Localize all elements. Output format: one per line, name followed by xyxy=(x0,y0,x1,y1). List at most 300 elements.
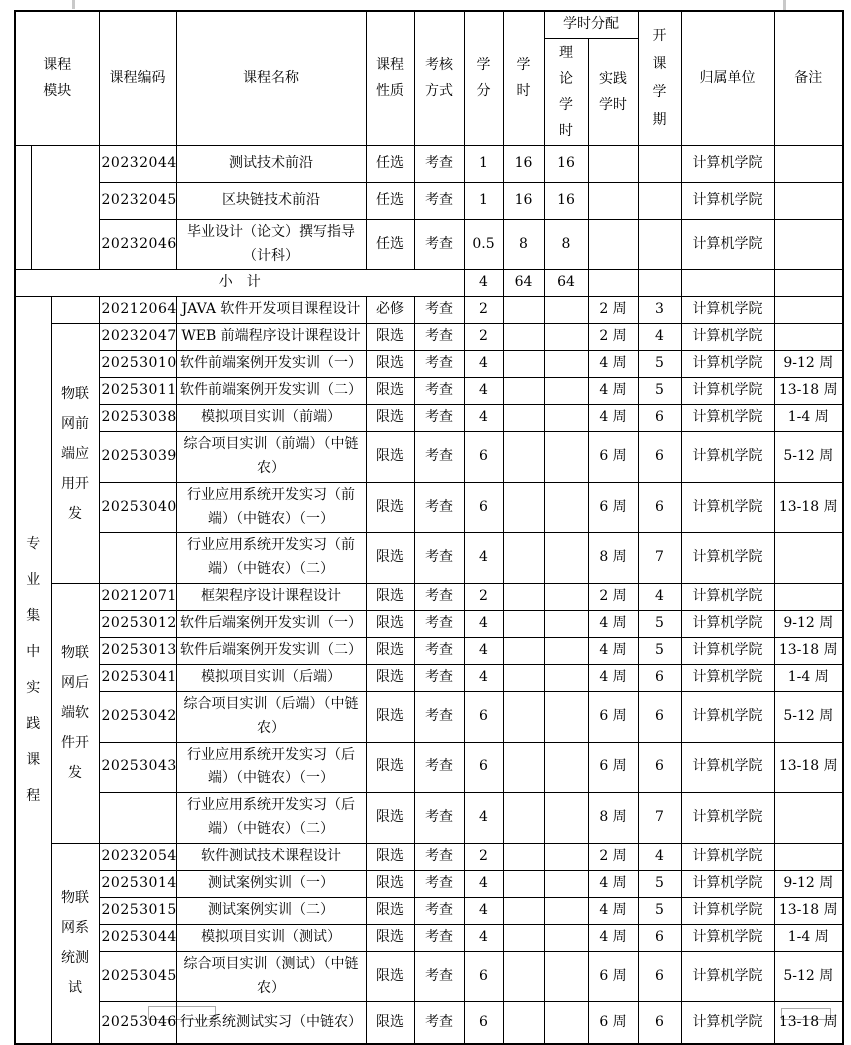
cell-assessment: 考查 xyxy=(414,637,464,664)
cell-course-code: 20253043 xyxy=(99,742,176,793)
cell-remark: 5-12 周 xyxy=(774,951,843,1002)
subtotal-semester xyxy=(638,270,681,297)
cell-unit: 计算机学院 xyxy=(681,691,774,742)
cell-course-nature: 限选 xyxy=(366,870,414,897)
cell-practice-hours: 4 周 xyxy=(588,897,638,924)
cell-course-code: 20253044 xyxy=(99,924,176,951)
cell-course-nature: 限选 xyxy=(366,405,414,432)
cell-theory-hours xyxy=(544,664,588,691)
cell-remark xyxy=(774,793,843,844)
cell-practice-hours: 2 周 xyxy=(588,583,638,610)
cell-hours xyxy=(503,432,544,483)
cell-unit: 计算机学院 xyxy=(681,742,774,793)
cell-assessment: 考查 xyxy=(414,583,464,610)
course-row xyxy=(15,924,843,951)
course-row xyxy=(15,182,843,219)
cell-course-nature: 限选 xyxy=(366,432,414,483)
cell-hours xyxy=(503,297,544,324)
cell-theory-hours xyxy=(544,742,588,793)
cell-unit: 计算机学院 xyxy=(681,351,774,378)
cell-remark xyxy=(774,297,843,324)
cell-credit: 4 xyxy=(464,637,503,664)
cell-semester: 5 xyxy=(638,351,681,378)
cell-course-name: 区块链技术前沿 xyxy=(176,182,366,219)
cell-semester: 5 xyxy=(638,610,681,637)
cell-semester: 6 xyxy=(638,405,681,432)
cell-course-nature: 任选 xyxy=(366,145,414,182)
course-row xyxy=(15,691,843,742)
cell-course-nature: 任选 xyxy=(366,182,414,219)
cell-semester: 4 xyxy=(638,843,681,870)
cell-theory-hours xyxy=(544,793,588,844)
cell-theory-hours xyxy=(544,533,588,584)
cell-assessment: 考查 xyxy=(414,742,464,793)
cell-remark: 9-12 周 xyxy=(774,870,843,897)
col-header-remark: 备注 xyxy=(774,11,843,145)
course-row xyxy=(15,405,843,432)
course-row xyxy=(15,219,843,270)
course-row xyxy=(15,843,843,870)
cell-assessment: 考查 xyxy=(414,870,464,897)
cell-unit: 计算机学院 xyxy=(681,951,774,1002)
cell-credit: 2 xyxy=(464,324,503,351)
cell-semester: 5 xyxy=(638,637,681,664)
cell-remark xyxy=(774,219,843,270)
col-header-course-nature-text: 课程性质 xyxy=(376,57,405,100)
cell-course-code xyxy=(99,793,176,844)
cell-practice-hours: 6 周 xyxy=(588,742,638,793)
cell-course-name: 测试案例实训（二） xyxy=(176,897,366,924)
cell-unit: 计算机学院 xyxy=(681,182,774,219)
cell-course-code: 20232045 xyxy=(99,182,176,219)
cell-unit: 计算机学院 xyxy=(681,533,774,584)
cell-course-nature: 限选 xyxy=(366,664,414,691)
cell-credit: 4 xyxy=(464,664,503,691)
cell-practice-hours: 4 周 xyxy=(588,637,638,664)
cell-course-name: 模拟项目实训（后端） xyxy=(176,664,366,691)
cell-course-code: 20253010 xyxy=(99,351,176,378)
cell-semester: 6 xyxy=(638,691,681,742)
cell-course-name: 测试案例实训（一） xyxy=(176,870,366,897)
cell-credit: 4 xyxy=(464,610,503,637)
cell-remark xyxy=(774,583,843,610)
cell-practice-hours: 4 周 xyxy=(588,405,638,432)
cell-course-nature: 限选 xyxy=(366,742,414,793)
col-header-hours-allocation: 学时分配 xyxy=(544,11,638,38)
cell-course-name: 行业应用系统开发实习（前端）（中链农）（一） xyxy=(176,482,366,533)
cell-course-nature: 限选 xyxy=(366,897,414,924)
col-header-practice-hours xyxy=(588,38,638,145)
cell-assessment: 考查 xyxy=(414,691,464,742)
cell-unit: 计算机学院 xyxy=(681,324,774,351)
col-header-theory-hours xyxy=(544,38,588,145)
cell-course-code: 20232047 xyxy=(99,324,176,351)
cell-practice-hours: 2 周 xyxy=(588,324,638,351)
course-row xyxy=(15,793,843,844)
cell-module-group xyxy=(51,843,99,1044)
cell-assessment: 考查 xyxy=(414,182,464,219)
cell-theory-hours xyxy=(544,610,588,637)
cell-remark: 1-4 周 xyxy=(774,924,843,951)
cell-course-name: 综合项目实训（后端）（中链农） xyxy=(176,691,366,742)
cell-theory-hours xyxy=(544,378,588,405)
cell-unit: 计算机学院 xyxy=(681,297,774,324)
cell-credit: 4 xyxy=(464,793,503,844)
cell-credit: 6 xyxy=(464,742,503,793)
cell-course-nature: 限选 xyxy=(366,951,414,1002)
cell-course-name: 行业应用系统开发实习（后端）（中链农）（二） xyxy=(176,793,366,844)
col-header-credit xyxy=(464,11,503,145)
cell-assessment: 考查 xyxy=(414,297,464,324)
col-header-assessment-text: 考核方式 xyxy=(425,57,454,100)
cell-assessment: 考查 xyxy=(414,533,464,584)
cell-credit: 6 xyxy=(464,691,503,742)
cell-course-nature: 限选 xyxy=(366,691,414,742)
cell-remark: 5-12 周 xyxy=(774,432,843,483)
cell-credit: 2 xyxy=(464,297,503,324)
cell-course-name: 综合项目实训（测试）（中链农） xyxy=(176,951,366,1002)
cell-unit: 计算机学院 xyxy=(681,637,774,664)
cell-module-group xyxy=(51,583,99,843)
course-row xyxy=(15,951,843,1002)
cell-course-name: 行业应用系统开发实习（后端）（中链农）（一） xyxy=(176,742,366,793)
cell-course-code: 20253040 xyxy=(99,482,176,533)
cell-section-label xyxy=(15,297,51,1044)
cell-course-code xyxy=(99,533,176,584)
col-header-hours-text: 学时 xyxy=(516,57,531,100)
cell-remark: 13-18 周 xyxy=(774,637,843,664)
cell-theory-hours xyxy=(544,1002,588,1044)
cell-theory-hours: 16 xyxy=(544,182,588,219)
cell-course-name: 软件测试技术课程设计 xyxy=(176,843,366,870)
cell-credit: 4 xyxy=(464,897,503,924)
cell-module-blank-wide xyxy=(31,145,99,270)
course-row xyxy=(15,897,843,924)
cell-practice-hours: 6 周 xyxy=(588,482,638,533)
cell-unit: 计算机学院 xyxy=(681,793,774,844)
cell-course-nature: 限选 xyxy=(366,637,414,664)
cell-hours: 16 xyxy=(503,182,544,219)
cell-course-code: 20232046 xyxy=(99,219,176,270)
subtotal-hours: 64 xyxy=(503,270,544,297)
cell-hours xyxy=(503,351,544,378)
cell-module-group-text: 物联网后端软件开发 xyxy=(61,645,89,782)
cell-theory-hours xyxy=(544,432,588,483)
cell-theory-hours xyxy=(544,924,588,951)
cell-course-code: 20253012 xyxy=(99,610,176,637)
course-row xyxy=(15,378,843,405)
cell-assessment: 考查 xyxy=(414,405,464,432)
cell-course-name: 模拟项目实训（测试） xyxy=(176,924,366,951)
cell-practice-hours: 6 周 xyxy=(588,1002,638,1044)
col-header-course-name: 课程名称 xyxy=(176,11,366,145)
cell-unit: 计算机学院 xyxy=(681,432,774,483)
cell-course-name: 测试技术前沿 xyxy=(176,145,366,182)
cell-assessment: 考查 xyxy=(414,924,464,951)
cell-course-code: 20253015 xyxy=(99,897,176,924)
subtotal-label: 小 计 xyxy=(15,270,464,297)
course-row xyxy=(15,637,843,664)
cell-remark: 1-4 周 xyxy=(774,664,843,691)
cell-unit: 计算机学院 xyxy=(681,482,774,533)
course-row xyxy=(15,351,843,378)
cell-course-nature: 限选 xyxy=(366,843,414,870)
cell-theory-hours xyxy=(544,870,588,897)
course-row xyxy=(15,610,843,637)
cell-credit: 4 xyxy=(464,533,503,584)
col-header-semester-text: 开课学期 xyxy=(652,28,667,129)
cell-semester: 5 xyxy=(638,378,681,405)
course-row xyxy=(15,870,843,897)
col-header-hours xyxy=(503,11,544,145)
cell-theory-hours: 8 xyxy=(544,219,588,270)
cell-assessment: 考查 xyxy=(414,378,464,405)
cell-unit: 计算机学院 xyxy=(681,1002,774,1044)
cell-module-group xyxy=(51,297,99,324)
cell-unit: 计算机学院 xyxy=(681,378,774,405)
cell-module-blank-narrow xyxy=(15,145,31,270)
cell-credit: 1 xyxy=(464,145,503,182)
cell-assessment: 考查 xyxy=(414,482,464,533)
curriculum-table xyxy=(14,10,844,1045)
cell-remark xyxy=(774,324,843,351)
cell-course-nature: 限选 xyxy=(366,533,414,584)
cell-practice-hours xyxy=(588,219,638,270)
cell-hours xyxy=(503,533,544,584)
cell-semester: 6 xyxy=(638,924,681,951)
cell-course-code: 20212071 xyxy=(99,583,176,610)
cell-course-nature: 限选 xyxy=(366,924,414,951)
subtotal-remark xyxy=(774,270,843,297)
cell-semester: 6 xyxy=(638,1002,681,1044)
cell-unit: 计算机学院 xyxy=(681,924,774,951)
cell-credit: 6 xyxy=(464,482,503,533)
cell-remark: 13-18 周 xyxy=(774,1002,843,1044)
course-row xyxy=(15,324,843,351)
cell-semester: 5 xyxy=(638,870,681,897)
cell-course-nature: 限选 xyxy=(366,482,414,533)
cell-hours xyxy=(503,405,544,432)
cell-theory-hours xyxy=(544,583,588,610)
page-edge-tick-left xyxy=(72,0,75,9)
cell-theory-hours xyxy=(544,297,588,324)
cell-practice-hours: 6 周 xyxy=(588,432,638,483)
cell-assessment: 考查 xyxy=(414,145,464,182)
cell-theory-hours xyxy=(544,691,588,742)
cell-remark: 13-18 周 xyxy=(774,482,843,533)
cell-course-nature: 限选 xyxy=(366,610,414,637)
cell-course-name: 框架程序设计课程设计 xyxy=(176,583,366,610)
cell-course-code: 20253014 xyxy=(99,870,176,897)
cell-remark: 5-12 周 xyxy=(774,691,843,742)
subtotal-credit: 4 xyxy=(464,270,503,297)
cell-practice-hours: 6 周 xyxy=(588,691,638,742)
course-row xyxy=(15,482,843,533)
cell-hours xyxy=(503,691,544,742)
cell-semester: 7 xyxy=(638,533,681,584)
course-row xyxy=(15,742,843,793)
cell-course-code: 20232054 xyxy=(99,843,176,870)
cell-hours xyxy=(503,610,544,637)
course-row xyxy=(15,145,843,182)
cell-credit: 2 xyxy=(464,583,503,610)
cell-practice-hours: 4 周 xyxy=(588,870,638,897)
cell-theory-hours xyxy=(544,897,588,924)
cell-credit: 6 xyxy=(464,951,503,1002)
cell-unit: 计算机学院 xyxy=(681,145,774,182)
cell-course-name: 综合项目实训（前端）（中链农） xyxy=(176,432,366,483)
cell-module-group xyxy=(51,324,99,584)
subtotal-unit xyxy=(681,270,774,297)
cell-hours xyxy=(503,583,544,610)
cell-course-name: WEB 前端程序设计课程设计 xyxy=(176,324,366,351)
cell-course-name: 软件前端案例开发实训（二） xyxy=(176,378,366,405)
cell-hours xyxy=(503,951,544,1002)
col-header-course-module xyxy=(15,11,99,145)
cell-theory-hours xyxy=(544,843,588,870)
cell-practice-hours: 8 周 xyxy=(588,793,638,844)
cell-assessment: 考查 xyxy=(414,324,464,351)
cell-credit: 4 xyxy=(464,870,503,897)
cell-semester xyxy=(638,145,681,182)
subtotal-theory-hours: 64 xyxy=(544,270,588,297)
cell-semester: 4 xyxy=(638,583,681,610)
cell-credit: 4 xyxy=(464,351,503,378)
cell-practice-hours: 2 周 xyxy=(588,297,638,324)
course-row xyxy=(15,1002,843,1044)
cell-credit: 4 xyxy=(464,378,503,405)
cell-course-code: 20253045 xyxy=(99,951,176,1002)
cell-hours xyxy=(503,482,544,533)
cell-credit: 4 xyxy=(464,405,503,432)
cell-remark xyxy=(774,145,843,182)
cell-unit: 计算机学院 xyxy=(681,610,774,637)
cell-semester: 7 xyxy=(638,793,681,844)
cell-practice-hours: 4 周 xyxy=(588,610,638,637)
cell-course-name: JAVA 软件开发项目课程设计 xyxy=(176,297,366,324)
cell-course-code: 20253038 xyxy=(99,405,176,432)
cell-section-label-text: 专业集中实践课程 xyxy=(26,536,41,805)
cell-remark: 13-18 周 xyxy=(774,742,843,793)
cell-assessment: 考查 xyxy=(414,432,464,483)
course-row xyxy=(15,297,843,324)
cell-theory-hours xyxy=(544,324,588,351)
col-header-semester xyxy=(638,11,681,145)
course-row xyxy=(15,432,843,483)
cell-course-nature: 必修 xyxy=(366,297,414,324)
cell-course-nature: 限选 xyxy=(366,1002,414,1044)
cell-course-nature: 限选 xyxy=(366,583,414,610)
cell-hours xyxy=(503,742,544,793)
subtotal-practice-hours xyxy=(588,270,638,297)
col-header-assessment xyxy=(414,11,464,145)
cell-credit: 0.5 xyxy=(464,219,503,270)
cell-practice-hours: 4 周 xyxy=(588,351,638,378)
cell-credit: 6 xyxy=(464,1002,503,1044)
cell-semester: 6 xyxy=(638,482,681,533)
cell-hours: 16 xyxy=(503,145,544,182)
cell-practice-hours: 4 周 xyxy=(588,664,638,691)
cell-theory-hours xyxy=(544,482,588,533)
cell-remark: 1-4 周 xyxy=(774,405,843,432)
cell-hours xyxy=(503,1002,544,1044)
course-row xyxy=(15,664,843,691)
cell-course-nature: 任选 xyxy=(366,219,414,270)
cell-remark xyxy=(774,182,843,219)
cell-course-code: 20232044 xyxy=(99,145,176,182)
cell-practice-hours xyxy=(588,145,638,182)
cell-assessment: 考查 xyxy=(414,219,464,270)
cell-hours xyxy=(503,897,544,924)
cell-hours xyxy=(503,664,544,691)
cell-remark xyxy=(774,843,843,870)
cell-theory-hours xyxy=(544,351,588,378)
cell-unit: 计算机学院 xyxy=(681,219,774,270)
cell-remark: 9-12 周 xyxy=(774,610,843,637)
cell-assessment: 考查 xyxy=(414,897,464,924)
cell-unit: 计算机学院 xyxy=(681,843,774,870)
cell-remark: 13-18 周 xyxy=(774,378,843,405)
cell-credit: 2 xyxy=(464,843,503,870)
course-row xyxy=(15,583,843,610)
cell-unit: 计算机学院 xyxy=(681,870,774,897)
cell-practice-hours: 4 周 xyxy=(588,378,638,405)
cell-semester: 3 xyxy=(638,297,681,324)
cell-assessment: 考查 xyxy=(414,664,464,691)
cell-assessment: 考查 xyxy=(414,351,464,378)
cell-assessment: 考查 xyxy=(414,793,464,844)
cell-credit: 4 xyxy=(464,924,503,951)
cell-module-group-text: 物联网系统测试 xyxy=(61,890,89,997)
cell-theory-hours xyxy=(544,405,588,432)
cell-hours xyxy=(503,637,544,664)
cell-course-code: 20253042 xyxy=(99,691,176,742)
cell-hours xyxy=(503,924,544,951)
cell-remark: 9-12 周 xyxy=(774,351,843,378)
cell-course-name: 软件后端案例开发实训（二） xyxy=(176,637,366,664)
cell-course-code: 20253011 xyxy=(99,378,176,405)
course-row xyxy=(15,533,843,584)
col-header-course-code: 课程编码 xyxy=(99,11,176,145)
cell-practice-hours: 4 周 xyxy=(588,924,638,951)
cell-course-code: 20253046 xyxy=(99,1002,176,1044)
cell-theory-hours xyxy=(544,637,588,664)
cell-credit: 6 xyxy=(464,432,503,483)
cell-hours xyxy=(503,378,544,405)
cell-practice-hours: 6 周 xyxy=(588,951,638,1002)
cell-practice-hours xyxy=(588,182,638,219)
cell-course-code: 20253039 xyxy=(99,432,176,483)
col-header-theory-hours-text: 理论学时 xyxy=(559,44,574,139)
cell-course-name: 行业系统测试实习（中链农） xyxy=(176,1002,366,1044)
cell-semester: 6 xyxy=(638,742,681,793)
cell-remark: 13-18 周 xyxy=(774,897,843,924)
col-header-course-nature xyxy=(366,11,414,145)
cell-semester: 6 xyxy=(638,432,681,483)
cell-course-code: 20253013 xyxy=(99,637,176,664)
cell-theory-hours xyxy=(544,951,588,1002)
cell-semester: 5 xyxy=(638,897,681,924)
col-header-practice-hours-text: 实践学时 xyxy=(599,70,628,113)
cell-semester xyxy=(638,182,681,219)
cell-course-name: 软件后端案例开发实训（一） xyxy=(176,610,366,637)
cell-semester xyxy=(638,219,681,270)
cell-course-name: 模拟项目实训（前端） xyxy=(176,405,366,432)
cell-course-name: 软件前端案例开发实训（一） xyxy=(176,351,366,378)
cell-assessment: 考查 xyxy=(414,951,464,1002)
cell-course-nature: 限选 xyxy=(366,378,414,405)
cell-module-group-text: 物联网前端应用开发 xyxy=(61,385,89,522)
